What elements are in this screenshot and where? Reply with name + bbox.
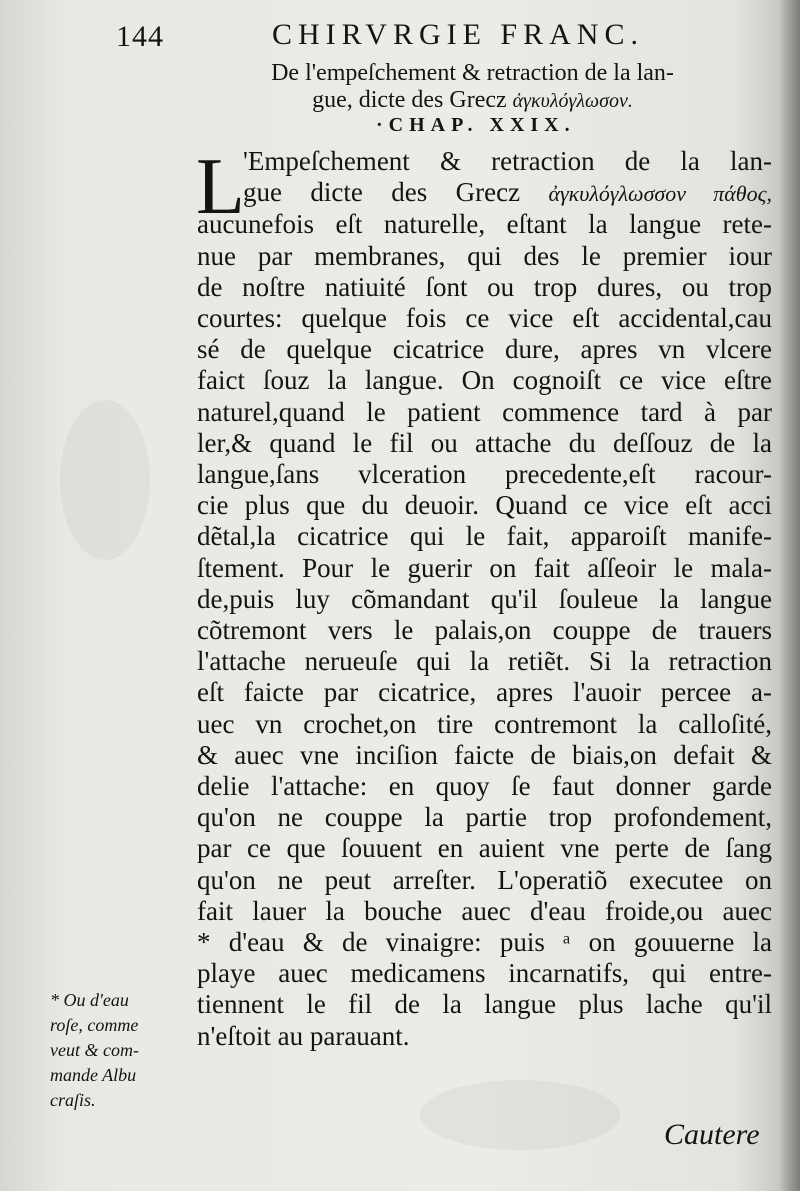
marginal-note-line: * Ou d'eau (50, 990, 129, 1010)
marginal-note-line: veut & com- (50, 1040, 139, 1060)
page-number: 144 (116, 20, 164, 53)
marginal-note (50, 988, 190, 1113)
body-line: sé de quelque cicatrice dure, apres vn vlcere (197, 334, 772, 365)
body-line: ler,& quand le fil ou attache du deſſouz de la (197, 427, 772, 458)
catchword: Cautere (664, 1118, 760, 1151)
body-line: langue,ſans vlceration precedente,eſt racour- (197, 459, 772, 490)
chapter-title-greek: ἀγκυλόγλωσον. (512, 90, 633, 112)
body-line: * d'eau & de vinaigre: puis ᵃ on gouuerne la (197, 927, 772, 958)
body-line: qu'on ne peut arreſter. L'operatiõ executee on (197, 864, 772, 895)
running-head: CHIRVRGIE FRANC. (272, 18, 644, 51)
body-line: qu'on ne couppe la partie trop profondement, (197, 802, 772, 833)
drop-cap-initial: L (196, 143, 245, 231)
body-line: l'attache nerueuſe qui la retiẽt. Si la retraction (197, 646, 772, 677)
body-line: n'eſtoit au parauant. (197, 1020, 410, 1051)
marginal-note-line: mande Albu (50, 1065, 137, 1085)
body-line: naturel,quand le patient commence tard à par (197, 396, 772, 427)
chapter-title (200, 60, 745, 115)
body-line: de,puis luy cõmandant qu'il ſouleue la langue (197, 583, 772, 614)
body-line (197, 177, 772, 209)
body-line: 'Empeſchement & retraction de la lan- (243, 146, 772, 176)
chapter-label: ·CHAP. XXIX. (376, 114, 576, 136)
chapter-title-line-2-text: gue, dicte des Grecz (312, 87, 513, 113)
body-line: tiennent le fil de la langue plus lache qu'il (197, 989, 772, 1020)
body-line: delie l'attache: en quoy ſe faut donner garde (197, 771, 772, 802)
paper-stain (60, 400, 150, 560)
body-line: uec vn crochet,on tire contremont la calloſité, (197, 708, 772, 739)
body-line: cõtremont vers le palais,on couppe de trauers (197, 615, 772, 646)
body-line: eſt faicte par cicatrice, apres l'auoir percee a- (197, 677, 772, 708)
body-line: par ce que ſouuent en auient vne perte de ſang (197, 833, 772, 864)
body-line: dẽtal,la cicatrice qui le fait, apparoiſt manife- (197, 521, 772, 552)
body-line: nue par membranes, qui des le premier iour (197, 240, 772, 271)
body-line: playe auec medicamens incarnatifs, qui entre- (197, 958, 772, 989)
marginal-note-line: roſe, comme (50, 1015, 139, 1035)
body-line-text: gue dicte des Grecz (243, 177, 549, 208)
body-line: cie plus que du deuoir. Quand ce vice eſt acci (197, 490, 772, 521)
body-text (196, 143, 772, 1052)
body-line: faict ſouz la langue. On cognoiſt ce vice eſtre (197, 365, 772, 396)
body-line: aucunefois eſt naturelle, eſtant la langue rete- (197, 209, 772, 240)
gutter-shadow (778, 0, 800, 1191)
chapter-title-line-2 (200, 87, 745, 115)
chapter-title-line-1: De l'empeſchement & retraction de la lan- (271, 60, 674, 86)
body-line: fait lauer la bouche auec d'eau froide,ou auec (197, 895, 772, 926)
body-greek-term: ἀγκυλόγλωσσον πάθος, (548, 181, 772, 207)
body-line: & auec vne inciſion faicte de biais,on defait & (197, 739, 772, 770)
paper-stain (420, 1080, 620, 1150)
body-line: ſtement. Pour le guerir on fait aſſeoir le mala- (197, 552, 772, 583)
body-line: courtes: quelque fois ce vice eſt accidental,cau (197, 303, 772, 334)
marginal-note-line: craſis. (50, 1090, 96, 1110)
body-line: de noſtre natiuité ſont ou trop dures, ou trop (197, 271, 772, 302)
